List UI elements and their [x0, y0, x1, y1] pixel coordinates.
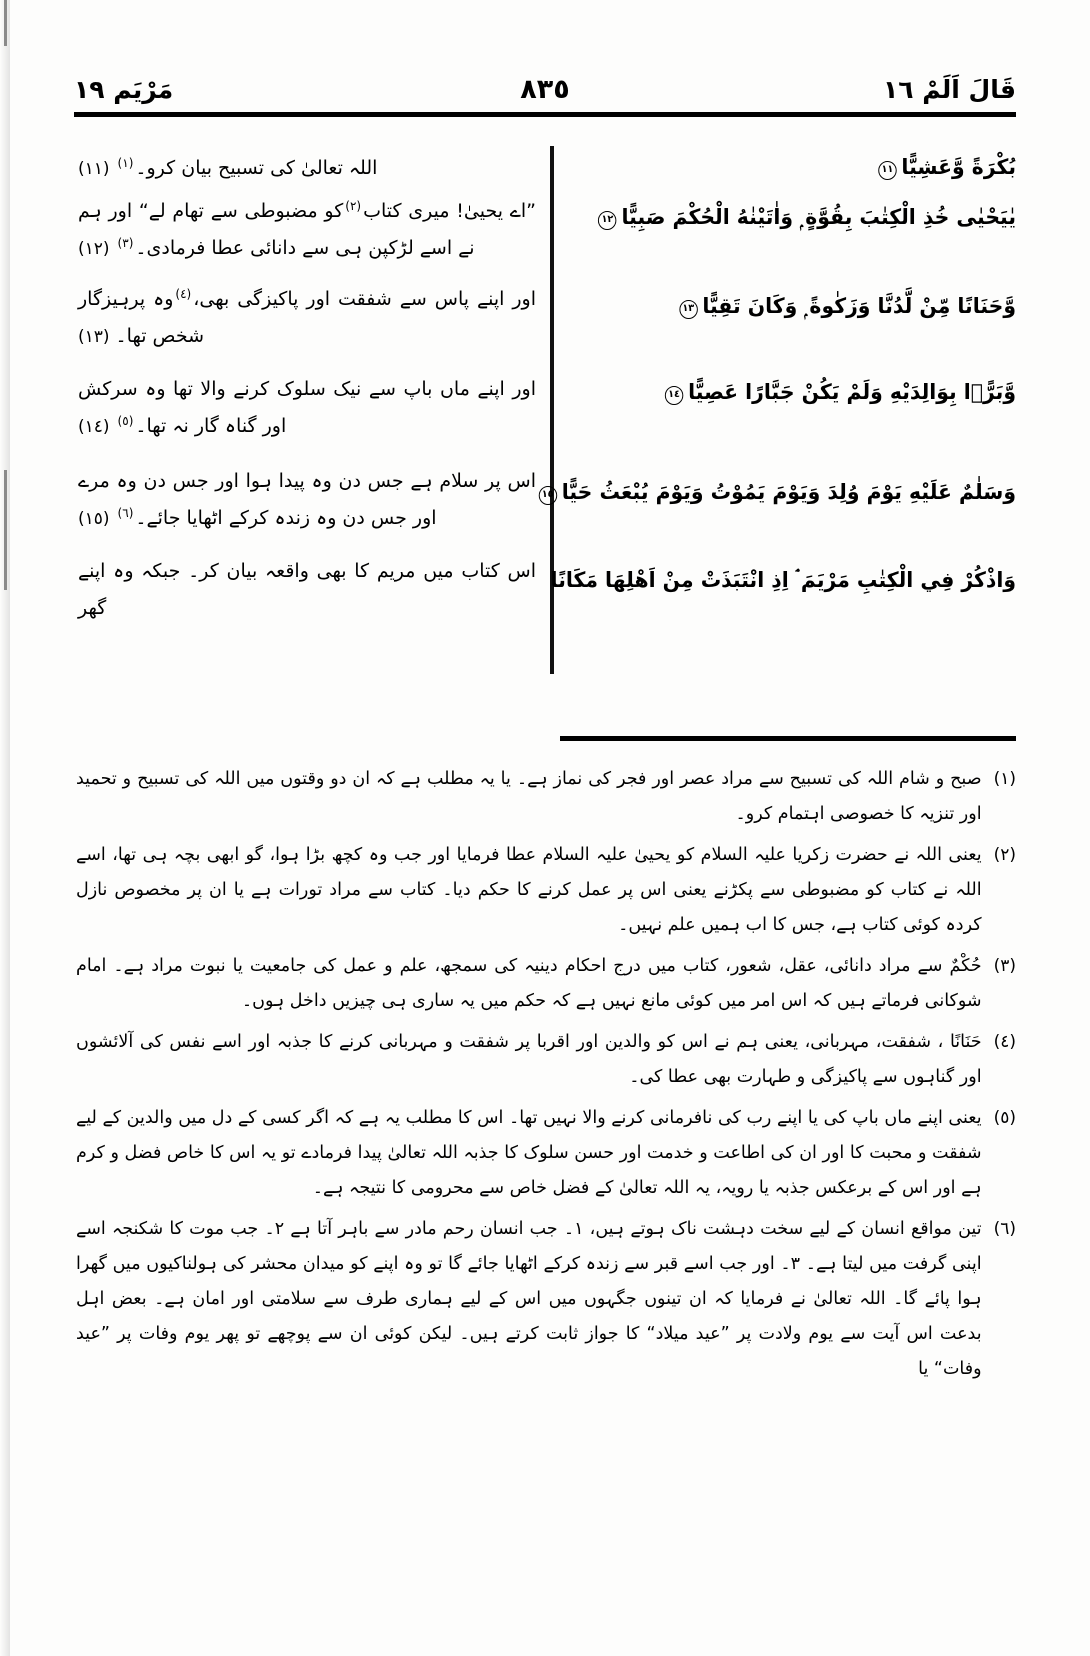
footnote-item	[76, 949, 1016, 1019]
footnote-text: حُکْمٌ سے مراد دانائی، عقل، شعور، کتاب میں درج احکام دینیہ کی سمجھ، علم و عمل کی جامعیت یا نبوت مراد ہے۔ امام شوکانی فرماتے ہیں کہ اس امر میں کوئی مانع نہیں ہے کہ حکم میں یہ ساری ہی چیزیں داخل ہوں۔	[76, 956, 982, 1011]
translation-text: کو مضبوطی سے تھام لے“ اور ہم نے اسے لڑکپن ہی سے دانائی عطا فرمادی۔	[78, 200, 475, 260]
translation-text: وہ پرہیزگار شخص تھا۔	[78, 288, 205, 348]
ayah-line	[580, 293, 1016, 319]
footnote-marker: (١)	[993, 769, 1016, 789]
ayah-number-marker: ١١	[878, 161, 896, 180]
scan-margin-tick	[4, 470, 7, 590]
ayah-text: وَّبَرًّۢا بِوَالِدَيْهِ وَلَمْ يَكُنْ جَبَّارًا عَصِيًّا	[688, 379, 1016, 404]
footnote-text: صبح و شام اللہ کی تسبیح سے مراد عصر اور فجر کی نماز ہے۔ یا یہ مطلب ہے کہ ان دو وقتوں میں اللہ کی تسبیح و تحمید اور تنزیہ کا خصوصی اہتمام کرو۔	[76, 769, 982, 824]
footnote-reference[interactable]: (٣)	[117, 235, 134, 250]
footnote-marker: (٦)	[993, 1219, 1016, 1239]
footnote-text: تین مواقع انسان کے لیے سخت دہشت ناک ہوتے ہیں، ١۔ جب انسان رحم مادر سے باہر آتا ہے ٢۔ جب موت کا شکنجہ اسے اپنی گرفت میں لیتا ہے۔ ٣۔ اور جب اسے قبر سے زندہ کرکے اٹھایا جائے گا تو وہ اپنے کو میدان محشر کی ہولناکیوں میں گھرا ہوا پائے گا۔ اللہ تعالیٰ نے فرمایا کہ ان تینوں جگہوں میں اس کے لیے ہماری طرف سے سلامتی اور امان ہے۔ بعض اہل بدعت اس آیت سے یوم ولادت پر ”عید میلاد“ کا جواز ثابت کرتے ہیں۔ لیکن کوئی ان سے پوچھے تو پھر یوم وفات پر ”عید وفات“ یا	[76, 1219, 982, 1379]
ayah-line	[580, 204, 1016, 230]
translation-text: اور اپنے ماں باپ سے نیک سلوک کرنے والا تھا وہ سرکش اور گناہ گار نہ تھا۔	[78, 378, 536, 438]
verse-number: (١١)	[78, 159, 110, 179]
footnote-marker: (٢)	[993, 845, 1016, 865]
footnote-reference[interactable]: (٥)	[117, 413, 134, 428]
translation-block	[78, 193, 536, 267]
ayah-number-marker: ١٤	[665, 386, 683, 405]
verse-number: (١٥)	[78, 509, 110, 530]
running-header	[74, 70, 1016, 116]
header-divider-rule	[74, 112, 1016, 117]
verse-number: (١٤)	[78, 417, 110, 438]
footnote-separator-rule	[560, 736, 1016, 741]
translation-text: اس پر سلام ہے جس دن وہ پیدا ہوا اور جس دن وہ مرے اور جس دن وہ زندہ کرکے اٹھایا جائے۔	[78, 470, 536, 530]
footnote-item	[76, 1025, 1016, 1095]
surah-label: مَرْيَم ١٩	[74, 75, 174, 104]
para-label: قَالَ اَلَمْ ١٦	[883, 75, 1016, 104]
footnote-item	[76, 762, 1016, 832]
verse-number: (١٢)	[78, 239, 110, 260]
translation-block	[78, 371, 536, 445]
translation-text: اس کتاب میں مریم کا بھی واقعہ بیان کر۔ جبکہ وہ اپنے گھر	[78, 560, 536, 620]
footnote-text: حَنَانًا ، شفقت، مہربانی، یعنی ہم نے اس کو والدین اور اقربا پر شفقت و مہربانی کرنے کا جذبہ اور اسے نفس کی آلائشوں اور گناہوں سے پاکیزگی و طہارت بھی عطا کی۔	[76, 1032, 982, 1087]
scan-edge-artifact	[0, 0, 10, 1656]
footnotes-section	[76, 762, 1016, 1393]
ayah-number-marker: ١٥	[538, 486, 556, 505]
ayah-line	[580, 154, 1016, 180]
ayah-text: وَّحَنَانًا مِّنْ لَّدُنَّا وَزَكٰوةً ۭ وَكَانَ تَقِيًّا	[702, 293, 1016, 318]
translation-block	[78, 463, 536, 537]
footnote-item	[76, 1101, 1016, 1206]
ayah-text: وَسَلٰمٌ عَلَيْهِ يَوْمَ وُلِدَ وَيَوْمَ يَمُوْتُ وَيَوْمَ يُبْعَثُ حَيًّا	[561, 480, 1016, 504]
translation-text: اللہ تعالیٰ کی تسبیح بیان کرو۔	[135, 157, 378, 179]
footnote-marker: (٣)	[993, 956, 1016, 976]
verse-number: (١٣)	[78, 327, 110, 348]
ayah-text: وَاذْكُرْ فِي الْكِتٰبِ مَرْيَمَ ۘ اِذِ انْتَبَذَتْ مِنْ اَهْلِهَا مَكَانًا	[550, 568, 1016, 593]
footnote-item	[76, 838, 1016, 943]
translation-text: ”اے یحییٰ! میری کتاب	[363, 200, 536, 223]
footnote-text: یعنی اپنے ماں باپ کی یا اپنے رب کی نافرمانی کرنے والا نہیں تھا۔ اس کا مطلب یہ ہے کہ اگر کسی کے دل میں والدین کے لیے شفقت و محبت کا اور ان کی اطاعت و خدمت اور حسن سلوک کا جذبہ اللہ تعالیٰ پیدا فرمادے تو یہ اس کا خاص فضل و کرم ہے اور اس کے برعکس جذبہ یا رویہ، یہ اللہ تعالیٰ کے فضل خاص سے محرومی کا نتیجہ ہے۔	[76, 1108, 982, 1198]
ayah-number-marker: ١٣	[679, 300, 697, 319]
urdu-translation-column	[78, 140, 536, 680]
footnote-reference[interactable]: (٤)	[175, 286, 192, 301]
page-number: ٨٣٥	[520, 74, 570, 105]
ayah-text: بُكْرَةً وَّعَشِيًّا	[901, 155, 1016, 179]
translation-text: اور اپنے پاس سے شفقت اور پاکیزگی بھی،	[193, 288, 537, 311]
translation-block	[78, 150, 536, 187]
translation-block	[78, 553, 536, 627]
ayah-line	[580, 379, 1016, 405]
footnote-reference[interactable]: (٢)	[345, 198, 362, 213]
ayah-line	[541, 479, 1016, 505]
translation-block	[78, 281, 536, 355]
ayah-number-marker: ١٢	[598, 211, 616, 230]
footnote-marker: (٥)	[993, 1108, 1016, 1128]
arabic-verse-column	[541, 140, 1016, 680]
ayah-text: يٰيَحْيٰى خُذِ الْكِتٰبَ بِقُوَّةٍ ۭ وَاٰتَيْنٰهُ الْحُكْمَ صَبِيًّا	[621, 205, 1016, 230]
scan-margin-tick	[4, 0, 7, 46]
footnote-reference[interactable]: (٦)	[117, 506, 134, 521]
ayah-line	[550, 567, 1016, 593]
column-divider-rule	[550, 146, 554, 674]
body-columns	[74, 140, 1016, 680]
footnote-text: یعنی اللہ نے حضرت زکریا علیہ السلام کو یحییٰ علیہ السلام عطا فرمایا اور جب وہ کچھ بڑا ہوا، گو ابھی بچہ ہی تھا، اسے اللہ نے کتاب کو مضبوطی سے پکڑنے یعنی اس پر عمل کرنے کا حکم دیا۔ کتاب سے مراد تورات ہے یا ان پر مخصوص نازل کردہ کوئی کتاب ہے، جس کا اب ہمیں علم نہیں۔	[76, 845, 982, 935]
footnote-marker: (٤)	[993, 1032, 1016, 1052]
footnote-item	[76, 1212, 1016, 1387]
footnote-reference[interactable]: (١)	[117, 155, 134, 170]
